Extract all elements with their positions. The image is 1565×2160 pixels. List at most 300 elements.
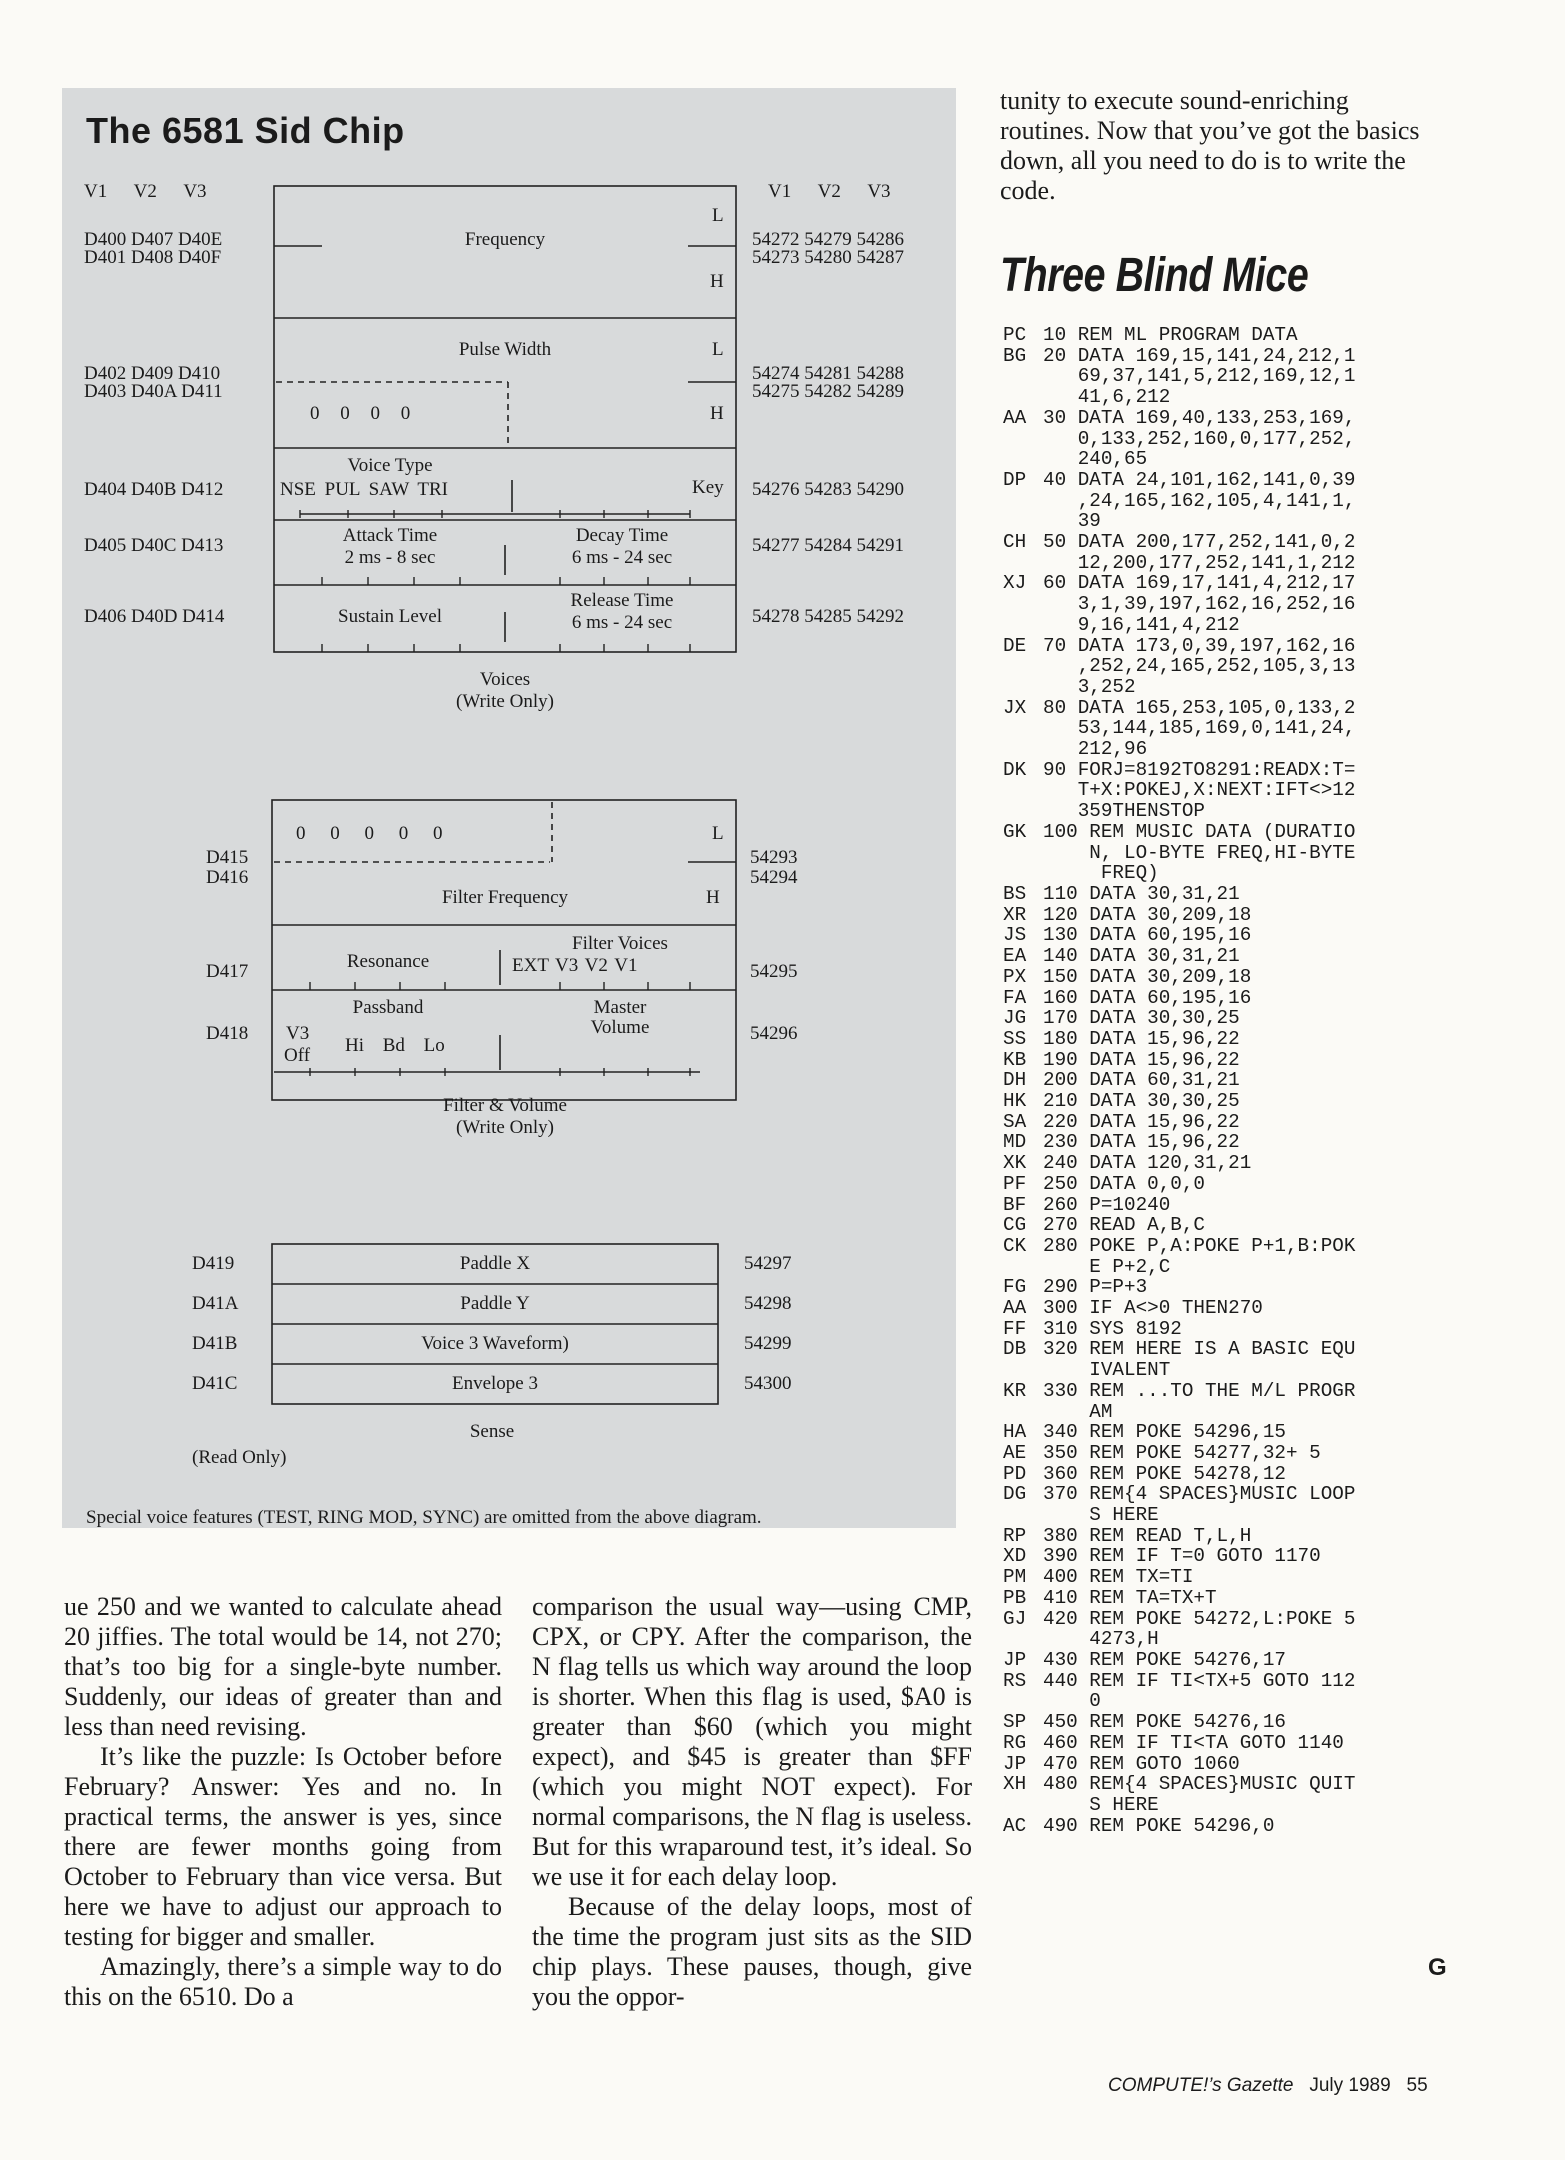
checksum-code: XJ <box>1003 572 1027 595</box>
reg-54296: 54296 <box>750 1023 798 1044</box>
checksum-code <box>1003 739 1043 760</box>
col3-paragraph: tunity to execute sound-enriching routines. Now that you’ve got the basics down, all you need to do is to write the code. <box>1000 86 1420 205</box>
listing-text: 120 DATA 30,209,18 <box>1043 903 1252 926</box>
listing-line <box>1003 677 1443 698</box>
listing-line <box>1003 553 1443 574</box>
listing-text: 310 SYS 8192 <box>1043 1317 1182 1340</box>
listing-line <box>1003 1754 1443 1775</box>
sense-name-3: Voice 3 Waveform) <box>421 1333 569 1354</box>
decay-time-label: Decay Time <box>575 525 669 546</box>
reg-row-4-left: D403 D40A D411 <box>84 381 223 402</box>
checksum-code <box>1003 863 1043 884</box>
listing-line <box>1003 1298 1443 1319</box>
checksum-code <box>1003 491 1043 512</box>
listing-text: 80 DATA 165,253,105,0,133,2 <box>1043 696 1356 719</box>
checksum-code <box>1003 387 1043 408</box>
checksum-code <box>1003 1360 1043 1381</box>
listing-line <box>1003 905 1443 926</box>
checksum-code: CK <box>1003 1234 1027 1257</box>
checksum-code: DP <box>1003 468 1027 491</box>
listing-text: 30 DATA 169,40,133,253,169, <box>1043 406 1356 429</box>
release-range: 6 ms - 24 sec <box>571 612 673 633</box>
listing-line <box>1003 843 1443 864</box>
listing-line <box>1003 1319 1443 1340</box>
filter-H: H <box>706 887 720 908</box>
checksum-code: DG <box>1003 1483 1027 1506</box>
listing-line <box>1003 698 1443 719</box>
reg-54295: 54295 <box>750 961 798 982</box>
listing-line <box>1003 1816 1443 1837</box>
reg-row-1-right: 54272 54279 54286 <box>752 229 904 250</box>
passband-label: Passband <box>352 997 424 1018</box>
checksum-code: AA <box>1003 406 1027 429</box>
listing-text: 69,37,141,5,212,169,12,1 <box>1043 365 1356 388</box>
col2-paragraph-2: Because of the delay loops, most of the time the program just sits as the SID chip plays. These pauses, though, give you the oppor- <box>532 1892 972 2011</box>
listing-text: 50 DATA 200,177,252,141,0,2 <box>1043 531 1356 554</box>
reg-d418: D418 <box>206 1023 249 1044</box>
listing-line <box>1003 967 1443 988</box>
listing-line <box>1003 988 1443 1009</box>
listing-line <box>1003 1691 1443 1712</box>
resonance-label: Resonance <box>346 951 430 972</box>
key-label: Key <box>692 477 724 498</box>
listing-line <box>1003 1443 1443 1464</box>
listing-line <box>1003 760 1443 781</box>
listing-text: 300 IF A<>0 THEN270 <box>1043 1297 1263 1320</box>
listing-text: 250 DATA 0,0,0 <box>1043 1172 1205 1195</box>
listing-text: 440 REM IF TI<TX+5 GOTO 112 <box>1043 1669 1356 1692</box>
pulse-zero-bits: 0 0 0 0 <box>310 403 411 424</box>
listing-text: 320 REM HERE IS A BASIC EQU <box>1043 1338 1356 1361</box>
checksum-code: CG <box>1003 1214 1027 1237</box>
article-column-1 <box>64 1592 502 2012</box>
checksum-code: HA <box>1003 1421 1027 1444</box>
checksum-code <box>1003 1257 1043 1278</box>
checksum-code: JP <box>1003 1752 1027 1775</box>
listing-line <box>1003 1609 1443 1630</box>
checksum-code: AE <box>1003 1441 1027 1464</box>
sense-dec-3: 54299 <box>744 1333 792 1354</box>
listing-text: 10 REM ML PROGRAM DATA <box>1043 324 1298 346</box>
high-byte-H: H <box>710 271 724 292</box>
listing-line <box>1003 946 1443 967</box>
listing-line <box>1003 594 1443 615</box>
col1-paragraph-2: It’s like the puzzle: Is October before February? Answer: Yes and no. In practical terms, the answer is yes, since there are fewer months going from October to February than vice versa. But here we have to adjust our approach to testing for bigger and smaller. <box>64 1742 502 1951</box>
decay-range: 6 ms - 24 sec <box>571 547 673 568</box>
reg-row-2-left: D401 D408 D40F <box>84 247 222 268</box>
listing-line <box>1003 1588 1443 1609</box>
pulse-H: H <box>710 403 724 424</box>
listing-line <box>1003 718 1443 739</box>
listing-text: 480 REM{4 SPACES}MUSIC QUIT <box>1043 1773 1356 1796</box>
checksum-code: XR <box>1003 903 1027 926</box>
reg-d415: D415 <box>206 847 249 868</box>
checksum-code: FF <box>1003 1317 1027 1340</box>
listing-line <box>1003 636 1443 657</box>
voices-caption: Voices <box>479 669 531 690</box>
listing-text: 160 DATA 60,195,16 <box>1043 986 1252 1009</box>
voice-columns-left: V1 V2 V3 <box>84 181 207 202</box>
listing-line <box>1003 1277 1443 1298</box>
checksum-code <box>1003 1795 1043 1816</box>
listing-line <box>1003 1567 1443 1588</box>
checksum-code <box>1003 843 1043 864</box>
listing-text: AM <box>1043 1400 1113 1423</box>
listing-text: 100 REM MUSIC DATA (DURATIO <box>1043 820 1356 843</box>
checksum-code: PB <box>1003 1586 1027 1609</box>
voice-type-label: Voice Type <box>347 455 433 476</box>
checksum-code <box>1003 780 1043 801</box>
listing-line <box>1003 366 1443 387</box>
listing-line <box>1003 1733 1443 1754</box>
hi-bd-lo-labels: Hi Bd Lo <box>345 1035 445 1056</box>
listing-text: 212,96 <box>1043 738 1148 761</box>
listing-text: 340 REM POKE 54296,15 <box>1043 1421 1286 1444</box>
listing-text: 210 DATA 30,30,25 <box>1043 1090 1240 1113</box>
listing-text: 360 REM POKE 54278,12 <box>1043 1462 1286 1485</box>
checksum-code: BF <box>1003 1193 1027 1216</box>
checksum-code: RS <box>1003 1669 1027 1692</box>
checksum-code: SA <box>1003 1110 1027 1133</box>
listing-text: 9,16,141,4,212 <box>1043 613 1240 636</box>
listing-text: 130 DATA 60,195,16 <box>1043 924 1252 947</box>
checksum-code <box>1003 1505 1043 1526</box>
checksum-code <box>1003 656 1043 677</box>
voices-write-only: (Write Only) <box>456 691 554 712</box>
listing-text: 230 DATA 15,96,22 <box>1043 1131 1240 1154</box>
listing-line <box>1003 1236 1443 1257</box>
checksum-code: XD <box>1003 1545 1027 1568</box>
master-label: Master <box>593 997 647 1018</box>
listing-line <box>1003 1070 1443 1091</box>
listing-line <box>1003 1422 1443 1443</box>
reg-d416: D416 <box>206 867 249 888</box>
listing-line <box>1003 1526 1443 1547</box>
sense-name-1: Paddle X <box>459 1253 531 1274</box>
listing-line <box>1003 532 1443 553</box>
checksum-code: XK <box>1003 1152 1027 1175</box>
checksum-code: DB <box>1003 1338 1027 1361</box>
listing-text: 90 FORJ=8192TO8291:READX:T= <box>1043 758 1356 781</box>
listing-text: 430 REM POKE 54276,17 <box>1043 1649 1286 1671</box>
reg-row-5-left: D404 D40B D412 <box>84 479 224 500</box>
article-column-2 <box>532 1592 972 2012</box>
reg-row-3-right: 54274 54281 54288 <box>752 363 904 384</box>
listing-line <box>1003 325 1443 346</box>
listing-line <box>1003 1402 1443 1423</box>
checksum-code <box>1003 553 1043 574</box>
filter-voices-label: Filter Voices <box>572 933 668 954</box>
checksum-code: AC <box>1003 1814 1027 1837</box>
listing-text: 20 DATA 169,15,141,24,212,1 <box>1043 344 1356 367</box>
checksum-code <box>1003 429 1043 450</box>
col1-paragraph-1: ue 250 and we wanted to calculate ahead 20 jiffies. The total would be 14, not 270; that’s too big for a single-byte number. Suddenly, our ideas of greater than and less than need revising. <box>64 1592 502 1741</box>
col1-paragraph-3: Amazingly, there’s a simple way to do this on the 6510. Do a <box>64 1952 502 2011</box>
listing-line <box>1003 822 1443 843</box>
listing-text: ,24,165,162,105,4,141,1, <box>1043 489 1356 512</box>
sense-reg-3: D41B <box>192 1333 238 1354</box>
v3-off-label: Off <box>284 1045 311 1066</box>
listing-text: 3,1,39,197,162,16,252,16 <box>1043 593 1356 616</box>
program-listing <box>1003 325 1443 1836</box>
listing-line <box>1003 470 1443 491</box>
listing-text: 410 REM TA=TX+T <box>1043 1586 1217 1609</box>
listing-text: 41,6,212 <box>1043 386 1171 409</box>
listing-text: 450 REM POKE 54276,16 <box>1043 1711 1286 1734</box>
filter-volume-caption: Filter & Volume <box>443 1095 567 1116</box>
listing-line <box>1003 739 1443 760</box>
listing-text: 39 <box>1043 510 1101 533</box>
sense-dec-2: 54298 <box>744 1293 792 1314</box>
filter-zero-bits: 0 0 0 0 0 <box>296 823 443 844</box>
reg-row-6-left: D405 D40C D413 <box>84 535 224 556</box>
listing-text: 380 REM READ T,L,H <box>1043 1524 1252 1547</box>
listing-text: 150 DATA 30,209,18 <box>1043 965 1252 988</box>
listing-text: 270 READ A,B,C <box>1043 1214 1205 1237</box>
listing-text: 0 <box>1043 1690 1101 1713</box>
checksum-code <box>1003 511 1043 532</box>
listing-line <box>1003 1132 1443 1153</box>
listing-line <box>1003 925 1443 946</box>
waveform-labels: NSE PUL SAW TRI <box>280 479 448 500</box>
checksum-code: EA <box>1003 945 1027 968</box>
listing-text: 40 DATA 24,101,162,141,0,39 <box>1043 468 1356 491</box>
listing-line <box>1003 801 1443 822</box>
checksum-code: FA <box>1003 986 1027 1009</box>
filter-L: L <box>712 823 724 844</box>
page-footer <box>1108 2075 1428 2097</box>
listing-line <box>1003 1712 1443 1733</box>
low-byte-L: L <box>712 205 724 226</box>
listing-line <box>1003 1029 1443 1050</box>
listing-line <box>1003 449 1443 470</box>
listing-text: 359THENSTOP <box>1043 800 1205 823</box>
listing-text: 12,200,177,252,141,1,212 <box>1043 551 1356 574</box>
listing-line <box>1003 387 1443 408</box>
listing-text: S HERE <box>1043 1793 1159 1816</box>
checksum-code: DK <box>1003 758 1027 781</box>
checksum-code: CH <box>1003 531 1027 554</box>
checksum-code: PC <box>1003 324 1027 346</box>
sense-reg-2: D41A <box>192 1293 239 1314</box>
reg-row-2-right: 54273 54280 54287 <box>752 247 904 268</box>
volume-label: Volume <box>590 1017 650 1038</box>
listing-line <box>1003 1505 1443 1526</box>
listing-text: 140 DATA 30,31,21 <box>1043 945 1240 968</box>
listing-text: E P+2,C <box>1043 1255 1171 1278</box>
checksum-code: KB <box>1003 1048 1027 1071</box>
listing-text: ,252,24,165,252,105,3,13 <box>1043 655 1356 678</box>
reg-row-3-left: D402 D409 D410 <box>84 363 221 384</box>
listing-text: 330 REM ...TO THE M/L PROGR <box>1043 1379 1356 1402</box>
listing-line <box>1003 408 1443 429</box>
listing-text: 350 REM POKE 54277,32+ 5 <box>1043 1441 1321 1464</box>
listing-line <box>1003 1257 1443 1278</box>
checksum-code: RG <box>1003 1731 1027 1754</box>
listing-line <box>1003 1050 1443 1071</box>
listing-text: FREQ) <box>1043 862 1159 885</box>
checksum-code: JS <box>1003 924 1027 947</box>
checksum-code: BS <box>1003 882 1027 905</box>
listing-line <box>1003 511 1443 532</box>
listing-line <box>1003 615 1443 636</box>
listing-text: 370 REM{4 SPACES}MUSIC LOOP <box>1043 1483 1356 1506</box>
reg-row-4-right: 54275 54282 54289 <box>752 381 904 402</box>
listing-text: IVALENT <box>1043 1359 1171 1382</box>
listing-line <box>1003 1381 1443 1402</box>
footer-magazine: COMPUTE!’s Gazette <box>1108 2075 1294 2096</box>
pulse-width-label: Pulse Width <box>458 339 552 360</box>
checksum-code: XH <box>1003 1773 1027 1796</box>
listing-line <box>1003 1339 1443 1360</box>
listing-line <box>1003 1484 1443 1505</box>
sense-read-only: (Read Only) <box>192 1447 287 1468</box>
checksum-code: MD <box>1003 1131 1027 1154</box>
listing-text: 260 P=10240 <box>1043 1193 1171 1216</box>
checksum-code: KR <box>1003 1379 1027 1402</box>
checksum-code <box>1003 449 1043 470</box>
listing-text: 460 REM IF TI<TA GOTO 1140 <box>1043 1731 1344 1754</box>
checksum-code <box>1003 615 1043 636</box>
sense-dec-1: 54297 <box>744 1253 792 1274</box>
reg-54293: 54293 <box>750 847 798 868</box>
frequency-label: Frequency <box>464 229 546 250</box>
checksum-code: PM <box>1003 1566 1027 1589</box>
listing-line <box>1003 346 1443 367</box>
listing-text: 4273,H <box>1043 1628 1159 1651</box>
end-of-article-mark: G <box>1428 1954 1447 1981</box>
checksum-code: PD <box>1003 1462 1027 1485</box>
checksum-code <box>1003 1629 1043 1650</box>
checksum-code: SS <box>1003 1027 1027 1050</box>
listing-line <box>1003 1091 1443 1112</box>
pulse-L: L <box>712 339 724 360</box>
listing-line <box>1003 1795 1443 1816</box>
attack-range: 2 ms - 8 sec <box>344 547 436 568</box>
listing-text: 53,144,185,169,0,141,24, <box>1043 717 1356 740</box>
checksum-code: HK <box>1003 1090 1027 1113</box>
listing-text: 0,133,252,160,0,177,252, <box>1043 427 1356 450</box>
checksum-code <box>1003 594 1043 615</box>
listing-text: 60 DATA 169,17,141,4,212,17 <box>1043 572 1356 595</box>
listing-text: 180 DATA 15,96,22 <box>1043 1027 1240 1050</box>
listing-line <box>1003 1195 1443 1216</box>
listing-text: T+X:POKEJ,X:NEXT:IFT<>12 <box>1043 779 1356 802</box>
checksum-code: GJ <box>1003 1607 1027 1630</box>
sense-dec-4: 54300 <box>744 1373 792 1394</box>
voice-columns-right: V1 V2 V3 <box>768 181 891 202</box>
listing-text: 240,65 <box>1043 448 1148 471</box>
listing-text: 190 DATA 15,96,22 <box>1043 1048 1240 1071</box>
checksum-code <box>1003 718 1043 739</box>
listing-line <box>1003 1112 1443 1133</box>
listing-line <box>1003 1546 1443 1567</box>
listing-line <box>1003 1650 1443 1671</box>
attack-time-label: Attack Time <box>342 525 438 546</box>
listing-line <box>1003 1671 1443 1692</box>
reg-row-6-right: 54277 54284 54291 <box>752 535 904 556</box>
listing-line <box>1003 863 1443 884</box>
footer-issue: July 1989 <box>1309 2075 1391 2096</box>
sidebar-title: The 6581 Sid Chip <box>86 110 405 151</box>
v3-label: V3 <box>286 1023 310 1044</box>
listing-text: 290 P=P+3 <box>1043 1276 1148 1299</box>
listing-line <box>1003 573 1443 594</box>
listing-line <box>1003 884 1443 905</box>
checksum-code: PX <box>1003 965 1027 988</box>
reg-row-7-left: D406 D40D D414 <box>84 606 225 627</box>
filter-voices-list: EXT V3 V2 V1 <box>512 955 638 976</box>
reg-row-5-right: 54276 54283 54290 <box>752 479 904 500</box>
diagram-footnote: Special voice features (TEST, RING MOD, SYNC) are omitted from the above diagram. <box>86 1507 762 1528</box>
checksum-code <box>1003 801 1043 822</box>
checksum-code <box>1003 677 1043 698</box>
sustain-level-label: Sustain Level <box>338 606 442 627</box>
listing-text: 220 DATA 15,96,22 <box>1043 1110 1240 1133</box>
checksum-code: GK <box>1003 820 1027 843</box>
listing-line <box>1003 1464 1443 1485</box>
listing-text: 390 REM IF T=0 GOTO 1170 <box>1043 1545 1321 1568</box>
listing-text: 3,252 <box>1043 675 1136 698</box>
listing-line <box>1003 1360 1443 1381</box>
listing-text: 420 REM POKE 54272,L:POKE 5 <box>1043 1607 1356 1630</box>
checksum-code: JP <box>1003 1649 1027 1671</box>
listing-line <box>1003 1215 1443 1236</box>
reg-54294: 54294 <box>750 867 798 888</box>
listing-line <box>1003 491 1443 512</box>
listing-text: 400 REM TX=TI <box>1043 1566 1194 1589</box>
listing-title: Three Blind Mice <box>1000 249 1309 302</box>
listing-line <box>1003 1629 1443 1650</box>
listing-text: 70 DATA 173,0,39,197,162,16 <box>1043 634 1356 657</box>
checksum-code: FG <box>1003 1276 1027 1299</box>
listing-line <box>1003 1174 1443 1195</box>
sense-reg-1: D419 <box>192 1253 235 1274</box>
listing-text: 470 REM GOTO 1060 <box>1043 1752 1240 1775</box>
release-time-label: Release Time <box>570 590 674 611</box>
listing-line <box>1003 1774 1443 1795</box>
sense-name-2: Paddle Y <box>460 1293 530 1314</box>
listing-text: 240 DATA 120,31,21 <box>1043 1152 1252 1175</box>
footer-page-number: 55 <box>1406 2075 1428 2096</box>
checksum-code <box>1003 1402 1043 1423</box>
reg-row-1-left: D400 D407 D40E <box>84 229 223 250</box>
reg-row-7-right: 54278 54285 54292 <box>752 606 904 627</box>
listing-text: S HERE <box>1043 1504 1159 1527</box>
listing-text: N, LO-BYTE FREQ,HI-BYTE <box>1043 841 1356 864</box>
listing-text: 280 POKE P,A:POKE P+1,B:POK <box>1043 1234 1356 1257</box>
listing-line <box>1003 656 1443 677</box>
filter-write-only: (Write Only) <box>456 1117 554 1138</box>
checksum-code: DE <box>1003 634 1027 657</box>
checksum-code: SP <box>1003 1711 1027 1734</box>
listing-text: 490 REM POKE 54296,0 <box>1043 1814 1275 1837</box>
checksum-code: RP <box>1003 1524 1027 1547</box>
listing-line <box>1003 429 1443 450</box>
checksum-code: JG <box>1003 1007 1027 1030</box>
reg-d417: D417 <box>206 961 249 982</box>
listing-text: 200 DATA 60,31,21 <box>1043 1069 1240 1092</box>
col2-paragraph-1: comparison the usual way—using CMP, CPX, or CPY. After the comparison, the N flag tells us which way around the loop is shorter. When this flag is used, $A0 is greater than $60 (which you might expect), and $45 is greater than $FF (which you might NOT expect). For normal comparisons, the N flag is useless. But for this wraparound test, it’s ideal. So we use it for each delay loop. <box>532 1592 972 1891</box>
listing-line <box>1003 780 1443 801</box>
sense-reg-4: D41C <box>192 1373 238 1394</box>
listing-line <box>1003 1153 1443 1174</box>
listing-text: 170 DATA 30,30,25 <box>1043 1007 1240 1030</box>
filter-frequency-label: Filter Frequency <box>441 887 569 908</box>
listing-text: 110 DATA 30,31,21 <box>1043 882 1240 905</box>
checksum-code: DH <box>1003 1069 1027 1092</box>
checksum-code: JX <box>1003 696 1027 719</box>
